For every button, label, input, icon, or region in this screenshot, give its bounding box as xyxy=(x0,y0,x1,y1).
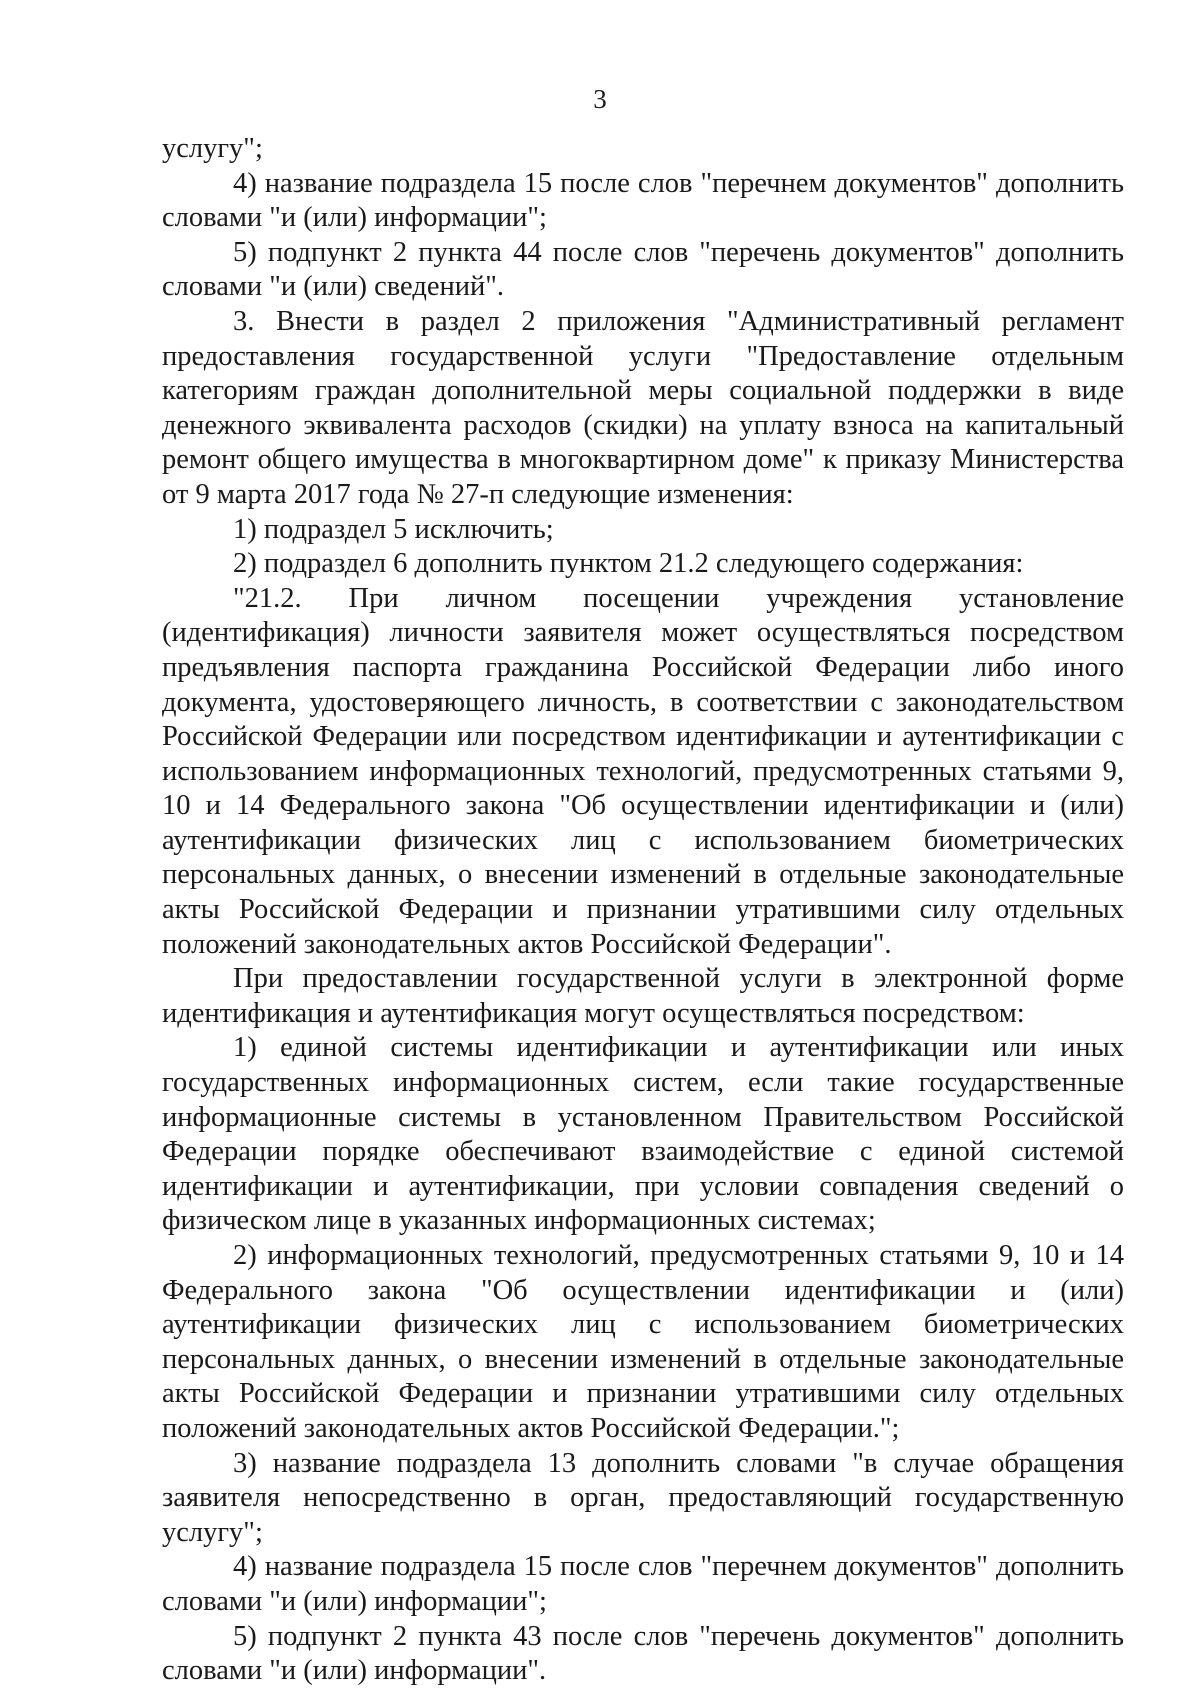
document-body xyxy=(162,132,1124,1689)
page-number: 3 xyxy=(593,84,607,114)
paragraph-item-5b: 5) подпункт 2 пункта 43 после слов "перечень документов" дополнить словами "и (или) информации". xyxy=(162,1620,1124,1687)
paragraph-continuation: услугу"; xyxy=(162,133,263,164)
paragraph-item-2: 2) подраздел 6 дополнить пунктом 21.2 следующего содержания: xyxy=(233,548,1024,580)
paragraph-subitem-1: 1) единой системы идентификации и аутентификации или иных государственных информационных систем, если такие государственные информационные системы в установленном Правительством Российской Федерации порядке обеспечивают взаимодействие с единой системой идентификации и аутентификации, при условии совпадения сведений о физическом лице в указанных информационных системах; xyxy=(162,1032,1124,1237)
paragraph-section-3: 3. Внести в раздел 2 приложения "Административный регламент предоставления государственной услуги "Предоставление отдельным категориям граждан дополнительной меры социальной поддержки в виде денежного эквивалента расходов (скидки) на уплату взноса на капитальный ремонт общего имущества в многоквартирном доме" к приказу Министерства от 9 марта 2017 года № 27-п следующие изменения: xyxy=(162,305,1124,510)
paragraph-item-4b: 4) название подраздела 15 после слов "перечнем документов" дополнить словами "и (или) информации"; xyxy=(162,1551,1124,1617)
paragraph-item-4: 4) название подраздела 15 после слов "перечнем документов" дополнить словами "и (или) информации"; xyxy=(162,167,1124,234)
paragraph-item-3: 3) название подраздела 13 дополнить словами "в случае обращения заявителя непосредственно в орган, предоставляющий государственную услугу"; xyxy=(162,1447,1124,1548)
paragraph-item-1: 1) подраздел 5 исключить; xyxy=(233,513,554,545)
paragraph-electronic-form: При предоставлении государственной услуги в электронной форме идентификация и аутентификация могут осуществляться посредством: xyxy=(162,963,1124,1029)
paragraph-item-5: 5) подпункт 2 пункта 44 после слов "перечень документов" дополнить словами "и (или) сведений". xyxy=(162,236,1124,303)
paragraph-quote-21-2: "21.2. При личном посещении учреждения установление (идентификация) личности заявителя может осуществляться посредством предъявления паспорта гражданина Российской Федерации либо иного документа, удостоверяющего личность, в соответствии с законодательством Российской Федерации или посредством идентификации и аутентификации с использованием информационных технологий, предусмотренных статьями 9, 10 и 14 Федерального закона "Об осуществлении идентификации и (или) аутентификации физических лиц с использованием биометрических персональных данных, о внесении изменений в отдельные законодательные акты Российской Федерации и признании утратившими силу отдельных положений законодательных актов Российской Федерации". xyxy=(162,582,1124,960)
paragraph-subitem-2: 2) информационных технологий, предусмотренных статьями 9, 10 и 14 Федерального закона "Об осуществлении идентификации и (или) аутентификации физических лиц с использованием биометрических персональных данных, о внесении изменений в отдельные законодательные акты Российской Федерации и признании утратившими силу отдельных положений законодательных актов Российской Федерации."; xyxy=(162,1240,1124,1444)
